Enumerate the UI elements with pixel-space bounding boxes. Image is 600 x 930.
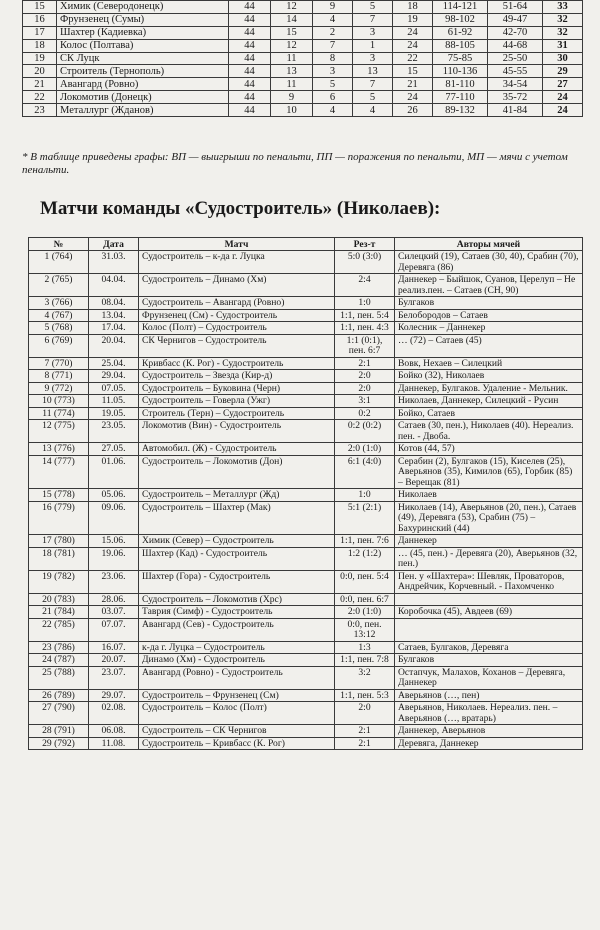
standings-cell-g: 44	[229, 91, 271, 104]
match-cell-date: 25.04.	[89, 357, 139, 370]
standings-cell-g: 44	[229, 78, 271, 91]
match-row	[29, 251, 583, 274]
match-cell-n: 29 (792)	[29, 737, 89, 750]
match-cell-res: 1:1, пен. 5:4	[335, 309, 395, 322]
standings-cell-n: 23	[23, 104, 57, 117]
match-cell-date: 02.08.	[89, 702, 139, 725]
match-cell-res: 2:0	[335, 382, 395, 395]
standings-row	[23, 91, 583, 104]
match-cell-match: Судостроитель – Динамо (Хм)	[139, 274, 335, 297]
standings-cell-mp: 34-54	[488, 78, 543, 91]
standings-cell-goals: 89-132	[433, 104, 488, 117]
match-row	[29, 641, 583, 654]
match-cell-res: 2:1	[335, 357, 395, 370]
match-cell-date: 23.07.	[89, 666, 139, 689]
standings-row	[23, 52, 583, 65]
standings-cell-w: 9	[271, 91, 313, 104]
match-cell-match: Судостроитель – СК Чернигов	[139, 725, 335, 738]
match-row	[29, 322, 583, 335]
match-cell-res: 0:0, пен. 13:12	[335, 618, 395, 641]
match-cell-match: Судостроитель – Звезда (Кир-д)	[139, 370, 335, 383]
match-cell-scorers: Бойко (32), Николаев	[395, 370, 583, 383]
standings-cell-n: 21	[23, 78, 57, 91]
match-cell-date: 20.04.	[89, 334, 139, 357]
standings-cell-mp: 42-70	[488, 26, 543, 39]
match-row	[29, 455, 583, 489]
match-cell-scorers: Котов (44, 57)	[395, 443, 583, 456]
match-cell-match: Фрунзенец (См) - Судостроитель	[139, 309, 335, 322]
match-row	[29, 547, 583, 570]
standings-cell-mp: 49-47	[488, 13, 543, 26]
match-cell-match: Локомотив (Вин) - Судостроитель	[139, 420, 335, 443]
match-cell-date: 05.06.	[89, 489, 139, 502]
standings-cell-mp: 44-68	[488, 39, 543, 52]
match-row	[29, 395, 583, 408]
match-cell-n: 6 (769)	[29, 334, 89, 357]
match-row	[29, 737, 583, 750]
match-cell-res: 3:2	[335, 666, 395, 689]
standings-cell-team: Шахтер (Кадиевка)	[57, 26, 229, 39]
standings-cell-goals: 77-110	[433, 91, 488, 104]
standings-cell-l: 22	[393, 52, 433, 65]
standings-cell-wp: 6	[313, 91, 353, 104]
match-cell-match: Шахтер (Кад) - Судостроитель	[139, 547, 335, 570]
match-cell-date: 09.06.	[89, 501, 139, 535]
match-cell-res: 5:0 (3:0)	[335, 251, 395, 274]
match-cell-date: 13.04.	[89, 309, 139, 322]
match-cell-n: 3 (766)	[29, 297, 89, 310]
standings-cell-g: 44	[229, 1, 271, 14]
match-cell-scorers: Силецкий (19), Сатаев (30, 40), Срабин (70), Деревяга (86)	[395, 251, 583, 274]
match-cell-match: Автомобил. (Ж) - Судостроитель	[139, 443, 335, 456]
match-cell-n: 8 (771)	[29, 370, 89, 383]
standings-cell-w: 13	[271, 65, 313, 78]
match-cell-scorers: Пен. у «Шахтера»: Шевляк, Проваторов, Андрейчик, Корчевный. - Пахомченко	[395, 570, 583, 593]
match-cell-date: 17.04.	[89, 322, 139, 335]
match-cell-date: 11.05.	[89, 395, 139, 408]
standings-cell-mp: 35-72	[488, 91, 543, 104]
standings-cell-team: Фрунзенец (Сумы)	[57, 13, 229, 26]
standings-cell-lp: 5	[353, 1, 393, 14]
match-cell-scorers: Бойко, Сатаев	[395, 407, 583, 420]
match-cell-n: 27 (790)	[29, 702, 89, 725]
match-row	[29, 501, 583, 535]
match-row	[29, 606, 583, 619]
match-cell-scorers: … (72) – Сатаев (45)	[395, 334, 583, 357]
match-cell-match: Судостроитель – Буковина (Черн)	[139, 382, 335, 395]
standings-cell-pts: 27	[543, 78, 583, 91]
standings-cell-pts: 24	[543, 91, 583, 104]
standings-cell-g: 44	[229, 26, 271, 39]
standings-cell-mp: 25-50	[488, 52, 543, 65]
standings-row	[23, 78, 583, 91]
match-cell-res: 3:1	[335, 395, 395, 408]
match-cell-scorers: Николаев	[395, 489, 583, 502]
match-cell-res: 1:1 (0:1), пен. 6:7	[335, 334, 395, 357]
match-cell-scorers: Коробочка (45), Авдеев (69)	[395, 606, 583, 619]
match-cell-match: Судостроитель – Кривбасс (К. Рог)	[139, 737, 335, 750]
standings-cell-n: 18	[23, 39, 57, 52]
standings-cell-l: 24	[393, 39, 433, 52]
match-cell-date: 19.06.	[89, 547, 139, 570]
match-cell-match: Авангард (Ровно) - Судостроитель	[139, 666, 335, 689]
match-cell-n: 20 (783)	[29, 593, 89, 606]
standings-cell-l: 18	[393, 1, 433, 14]
match-cell-date: 11.08.	[89, 737, 139, 750]
match-cell-scorers: Даннекер, Булгаков. Удаление - Мельник.	[395, 382, 583, 395]
match-cell-match: Судостроитель – Авангард (Ровно)	[139, 297, 335, 310]
standings-cell-pts: 30	[543, 52, 583, 65]
match-cell-date: 23.06.	[89, 570, 139, 593]
header-number: №	[29, 238, 89, 251]
match-row	[29, 309, 583, 322]
match-cell-date: 31.03.	[89, 251, 139, 274]
standings-cell-n: 15	[23, 1, 57, 14]
match-cell-n: 4 (767)	[29, 309, 89, 322]
standings-cell-pts: 32	[543, 13, 583, 26]
standings-cell-mp: 51-64	[488, 1, 543, 14]
standings-cell-g: 44	[229, 52, 271, 65]
match-cell-n: 2 (765)	[29, 274, 89, 297]
match-row	[29, 593, 583, 606]
standings-cell-wp: 7	[313, 39, 353, 52]
match-cell-res: 6:1 (4:0)	[335, 455, 395, 489]
match-cell-res: 5:1 (2:1)	[335, 501, 395, 535]
standings-table	[22, 0, 583, 117]
match-cell-match: Динамо (Хм) - Судостроитель	[139, 654, 335, 667]
match-cell-match: Шахтер (Гора) - Судостроитель	[139, 570, 335, 593]
match-cell-scorers: Даннекер – Быйшок, Суанов, Церелуп – Не реализ.пен. – Сатаев (СН, 90)	[395, 274, 583, 297]
standings-cell-lp: 7	[353, 13, 393, 26]
match-cell-n: 7 (770)	[29, 357, 89, 370]
standings-cell-l: 24	[393, 91, 433, 104]
header-scorers: Авторы мячей	[395, 238, 583, 251]
match-row	[29, 370, 583, 383]
match-cell-n: 12 (775)	[29, 420, 89, 443]
standings-cell-wp: 3	[313, 65, 353, 78]
match-cell-res: 0:0, пен. 6:7	[335, 593, 395, 606]
header-match: Матч	[139, 238, 335, 251]
match-cell-n: 28 (791)	[29, 725, 89, 738]
standings-cell-wp: 2	[313, 26, 353, 39]
match-cell-res: 0:2 (0:2)	[335, 420, 395, 443]
match-cell-res: 2:0 (1:0)	[335, 606, 395, 619]
match-cell-res: 1:0	[335, 297, 395, 310]
match-cell-n: 25 (788)	[29, 666, 89, 689]
standings-cell-g: 44	[229, 39, 271, 52]
match-cell-res: 1:1, пен. 5:3	[335, 689, 395, 702]
match-cell-res: 2:0	[335, 370, 395, 383]
standings-cell-g: 44	[229, 65, 271, 78]
standings-cell-pts: 24	[543, 104, 583, 117]
match-cell-res: 2:0 (1:0)	[335, 443, 395, 456]
match-cell-date: 08.04.	[89, 297, 139, 310]
match-row	[29, 654, 583, 667]
match-row	[29, 274, 583, 297]
match-cell-n: 15 (778)	[29, 489, 89, 502]
standings-cell-pts: 32	[543, 26, 583, 39]
standings-row	[23, 1, 583, 14]
standings-cell-n: 20	[23, 65, 57, 78]
standings-row	[23, 13, 583, 26]
standings-cell-team: СК Луцк	[57, 52, 229, 65]
match-cell-match: к-да г. Луцка – Судостроитель	[139, 641, 335, 654]
standings-cell-goals: 88-105	[433, 39, 488, 52]
standings-cell-w: 11	[271, 78, 313, 91]
header-date: Дата	[89, 238, 139, 251]
standings-cell-l: 21	[393, 78, 433, 91]
match-row	[29, 702, 583, 725]
standings-cell-team: Химик (Северодонецк)	[57, 1, 229, 14]
match-cell-scorers: Булгаков	[395, 297, 583, 310]
match-cell-scorers: Аверьянов (…, пен)	[395, 689, 583, 702]
match-cell-n: 10 (773)	[29, 395, 89, 408]
match-cell-date: 16.07.	[89, 641, 139, 654]
match-cell-n: 21 (784)	[29, 606, 89, 619]
standings-cell-lp: 3	[353, 52, 393, 65]
standings-row	[23, 65, 583, 78]
standings-cell-lp: 13	[353, 65, 393, 78]
match-cell-res: 0:0, пен. 5:4	[335, 570, 395, 593]
standings-cell-w: 14	[271, 13, 313, 26]
matches-table	[28, 237, 583, 750]
match-cell-match: Таврия (Симф) - Судостроитель	[139, 606, 335, 619]
standings-row	[23, 104, 583, 117]
standings-cell-w: 10	[271, 104, 313, 117]
match-cell-n: 13 (776)	[29, 443, 89, 456]
match-cell-date: 07.07.	[89, 618, 139, 641]
match-cell-scorers: Белобородов – Сатаев	[395, 309, 583, 322]
standings-cell-lp: 1	[353, 39, 393, 52]
match-cell-match: Судостроитель – Шахтер (Мак)	[139, 501, 335, 535]
standings-cell-n: 19	[23, 52, 57, 65]
match-cell-res: 1:2 (1:2)	[335, 547, 395, 570]
match-row	[29, 725, 583, 738]
match-row	[29, 407, 583, 420]
standings-cell-pts: 29	[543, 65, 583, 78]
standings-cell-l: 19	[393, 13, 433, 26]
match-row	[29, 666, 583, 689]
match-row	[29, 297, 583, 310]
match-cell-scorers: Колесник – Даннекер	[395, 322, 583, 335]
standings-cell-mp: 41-84	[488, 104, 543, 117]
match-cell-scorers: Вовк, Нехаев – Силецкий	[395, 357, 583, 370]
standings-cell-wp: 5	[313, 78, 353, 91]
standings-cell-mp: 45-55	[488, 65, 543, 78]
standings-cell-n: 22	[23, 91, 57, 104]
match-cell-res: 1:1, пен. 7:6	[335, 535, 395, 548]
match-cell-res: 1:0	[335, 489, 395, 502]
match-cell-date: 19.05.	[89, 407, 139, 420]
match-cell-scorers	[395, 618, 583, 641]
match-cell-match: Судостроитель – к-да г. Луцка	[139, 251, 335, 274]
match-cell-date: 06.08.	[89, 725, 139, 738]
match-cell-match: Судостроитель – Локомотив (Дон)	[139, 455, 335, 489]
standings-cell-lp: 7	[353, 78, 393, 91]
match-row	[29, 570, 583, 593]
match-cell-res: 0:2	[335, 407, 395, 420]
matches-header-row	[29, 238, 583, 251]
match-cell-match: Судостроитель – Колос (Полт)	[139, 702, 335, 725]
match-cell-scorers: Николаев, Даннекер, Силецкий - Русин	[395, 395, 583, 408]
match-cell-res: 2:1	[335, 737, 395, 750]
match-row	[29, 382, 583, 395]
match-row	[29, 420, 583, 443]
match-cell-n: 18 (781)	[29, 547, 89, 570]
match-cell-date: 28.06.	[89, 593, 139, 606]
match-cell-match: Судостроитель – Говерла (Ужг)	[139, 395, 335, 408]
match-cell-date: 20.07.	[89, 654, 139, 667]
match-cell-date: 29.04.	[89, 370, 139, 383]
match-cell-n: 1 (764)	[29, 251, 89, 274]
standings-cell-team: Металлург (Жданов)	[57, 104, 229, 117]
section-title: Матчи команды «Судостроитель» (Николаев):	[40, 198, 441, 219]
standings-cell-l: 26	[393, 104, 433, 117]
match-cell-date: 07.05.	[89, 382, 139, 395]
standings-cell-w: 15	[271, 26, 313, 39]
standings-cell-pts: 31	[543, 39, 583, 52]
standings-cell-wp: 8	[313, 52, 353, 65]
standings-cell-w: 12	[271, 1, 313, 14]
standings-cell-team: Строитель (Тернополь)	[57, 65, 229, 78]
match-row	[29, 618, 583, 641]
match-cell-scorers: Аверьянов, Николаев. Нереализ. пен. – Аверьянов (…, вратарь)	[395, 702, 583, 725]
standings-cell-n: 16	[23, 13, 57, 26]
standings-cell-g: 44	[229, 104, 271, 117]
standings-cell-n: 17	[23, 26, 57, 39]
standings-cell-lp: 3	[353, 26, 393, 39]
match-cell-scorers: Деревяга, Даннекер	[395, 737, 583, 750]
match-cell-n: 9 (772)	[29, 382, 89, 395]
standings-cell-lp: 5	[353, 91, 393, 104]
match-cell-n: 14 (777)	[29, 455, 89, 489]
match-cell-scorers: Серабин (2), Булгаков (15), Киселев (25), Аверьянов (35), Кимилов (65), Горбик (85) – Верещак (81)	[395, 455, 583, 489]
match-cell-n: 11 (774)	[29, 407, 89, 420]
match-cell-scorers: Остапчук, Малахов, Коханов – Деревяга, Даннекер	[395, 666, 583, 689]
match-row	[29, 489, 583, 502]
match-cell-scorers: Даннекер	[395, 535, 583, 548]
match-cell-match: Судостроитель – Фрунзенец (См)	[139, 689, 335, 702]
footnote: * В таблице приведены графы: ВП — выигрыши по пенальти, ПП — поражения по пенальти, МП — мячи с учетом пенальти.	[22, 151, 568, 176]
match-cell-n: 26 (789)	[29, 689, 89, 702]
standings-cell-goals: 98-102	[433, 13, 488, 26]
standings-cell-team: Авангард (Ровно)	[57, 78, 229, 91]
standings-cell-goals: 81-110	[433, 78, 488, 91]
match-cell-date: 23.05.	[89, 420, 139, 443]
standings-row	[23, 39, 583, 52]
match-cell-date: 29.07.	[89, 689, 139, 702]
match-cell-date: 01.06.	[89, 455, 139, 489]
standings-cell-goals: 75-85	[433, 52, 488, 65]
match-cell-scorers: Сатаев, Булгаков, Деревяга	[395, 641, 583, 654]
match-cell-n: 24 (787)	[29, 654, 89, 667]
match-cell-scorers: … (45, пен.) - Деревяга (20), Аверьянов (32, пен.)	[395, 547, 583, 570]
match-cell-res: 1:1, пен. 4:3	[335, 322, 395, 335]
match-cell-date: 27.05.	[89, 443, 139, 456]
match-cell-n: 19 (782)	[29, 570, 89, 593]
standings-row	[23, 26, 583, 39]
standings-cell-w: 11	[271, 52, 313, 65]
match-cell-res: 2:4	[335, 274, 395, 297]
match-cell-res: 1:1, пен. 7:8	[335, 654, 395, 667]
match-cell-res: 1:3	[335, 641, 395, 654]
match-row	[29, 443, 583, 456]
match-cell-match: Химик (Север) – Судостроитель	[139, 535, 335, 548]
match-cell-match: Колос (Полт) – Судостроитель	[139, 322, 335, 335]
match-cell-res: 2:1	[335, 725, 395, 738]
standings-cell-l: 24	[393, 26, 433, 39]
standings-cell-wp: 4	[313, 13, 353, 26]
standings-cell-g: 44	[229, 13, 271, 26]
standings-cell-lp: 4	[353, 104, 393, 117]
match-row	[29, 357, 583, 370]
match-row	[29, 334, 583, 357]
match-cell-match: СК Чернигов – Судостроитель	[139, 334, 335, 357]
standings-cell-l: 15	[393, 65, 433, 78]
match-cell-scorers	[395, 593, 583, 606]
match-cell-scorers: Булгаков	[395, 654, 583, 667]
match-cell-match: Авангард (Сев) - Судостроитель	[139, 618, 335, 641]
match-row	[29, 535, 583, 548]
match-row	[29, 689, 583, 702]
standings-cell-pts: 33	[543, 1, 583, 14]
match-cell-date: 03.07.	[89, 606, 139, 619]
match-cell-date: 15.06.	[89, 535, 139, 548]
match-cell-res: 2:0	[335, 702, 395, 725]
match-cell-n: 16 (779)	[29, 501, 89, 535]
standings-cell-goals: 61-92	[433, 26, 488, 39]
header-result: Рез-т	[335, 238, 395, 251]
standings-cell-team: Локомотив (Донецк)	[57, 91, 229, 104]
match-cell-scorers: Сатаев (30, пен.), Николаев (40). Нереализ. пен. - Двоба.	[395, 420, 583, 443]
match-cell-scorers: Даннекер, Аверьянов	[395, 725, 583, 738]
standings-cell-goals: 114-121	[433, 1, 488, 14]
standings-cell-w: 12	[271, 39, 313, 52]
match-cell-n: 22 (785)	[29, 618, 89, 641]
match-cell-match: Судостроитель – Локомотив (Хрс)	[139, 593, 335, 606]
match-cell-n: 5 (768)	[29, 322, 89, 335]
standings-cell-team: Колос (Полтава)	[57, 39, 229, 52]
match-cell-n: 23 (786)	[29, 641, 89, 654]
match-cell-n: 17 (780)	[29, 535, 89, 548]
match-cell-scorers: Николаев (14), Аверьянов (20, пен.), Сатаев (49), Деревяга (53), Срабин (75) – Бахуринский (44)	[395, 501, 583, 535]
standings-cell-goals: 110-136	[433, 65, 488, 78]
match-cell-match: Кривбасс (К. Рог) - Судостроитель	[139, 357, 335, 370]
standings-cell-wp: 9	[313, 1, 353, 14]
standings-cell-wp: 4	[313, 104, 353, 117]
match-cell-match: Судостроитель – Металлург (Жд)	[139, 489, 335, 502]
match-cell-date: 04.04.	[89, 274, 139, 297]
match-cell-match: Строитель (Терн) – Судостроитель	[139, 407, 335, 420]
